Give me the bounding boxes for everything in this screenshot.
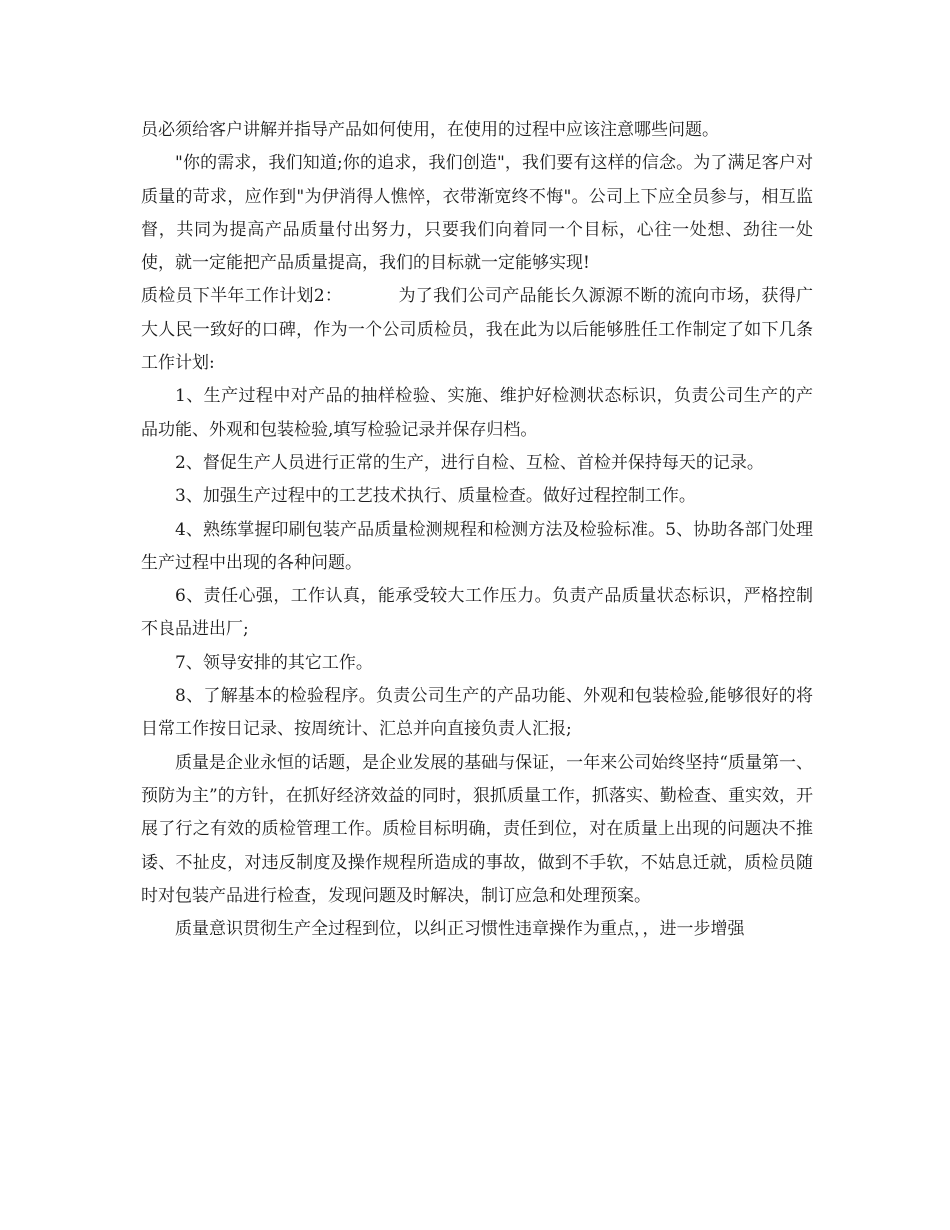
plan-item-1: 1、生产过程中对产品的抽样检验、实施、维护好检测状态标识，负责公司生产的产品功能、外观和包装检验,填写检验记录并保存归档。 (141, 386, 813, 440)
plan-item-7: 7、领导安排的其它工作。 (175, 652, 373, 673)
plan-item-6: 6、责任心强，工作认真，能承受较大工作压力。负责产品质量状态标识，严格控制不良品进出厂; (141, 586, 813, 640)
section-intro-text: 为了我们公司产品能长久源源不断的流向市场，获得广大人民一致好的口碑，作为一个公司质检员，我在此为以后能够胜任工作制定了如下几条工作计划: (141, 286, 813, 374)
section-heading: 质检员下半年工作计划2： (141, 286, 343, 307)
paragraph-continuation: 员必须给客户讲解并指导产品如何使用，在使用的过程中应该注意哪些问题。 (141, 120, 719, 140)
plan-item-8: 8、了解基本的检验程序。负责公司生产的产品功能、外观和包装检验,能够很好的将日常工作按日记录、按周统计、汇总并向直接负责人汇报; (141, 686, 813, 740)
document-body (141, 114, 813, 946)
paragraph-plan-intro (141, 280, 813, 380)
paragraph-quality-awareness: 质量意识贯彻生产全过程到位，以纠正习惯性违章操作为重点，，进一步增强 (175, 919, 745, 940)
paragraph-quality-management: 质量是企业永恒的话题，是企业发展的基础与保证，一年来公司始终坚持“质量第一、预防为主”的方针，在抓好经济效益的同时，狠抓质量工作，抓落实、勤检查、重实效，开展了行之有效的质检管理工作。质检目标明确，责任到位，对在质量上出现的问题决不推诿、不扯皮，对违反制度及操作规程所造成的事故，做到不手软，不姑息迁就，质检员随时对包装产品进行检查，发现问题及时解决，制订应急和处理预案。 (141, 752, 813, 906)
paragraph-belief: "你的需求，我们知道;你的追求，我们创造"，我们要有这样的信念。为了满足客户对质量的苛求，应作到"为伊消得人憔悴，衣带渐宽终不悔"。公司上下应全员参与，相互监督，共同为提高产品质量付出努力，只要我们向着同一个目标，心往一处想、劲往一处使，就一定能把产品质量提高，我们的目标就一定能够实现! (141, 153, 813, 274)
plan-item-4-5: 4、熟练掌握印刷包装产品质量检测规程和检测方法及检验标准。5、协助各部门处理生产过程中出现的各种问题。 (141, 519, 813, 573)
plan-item-2: 2、督促生产人员进行正常的生产，进行自检、互检、首检并保持每天的记录。 (175, 452, 764, 473)
plan-item-3: 3、加强生产过程中的工艺技术执行、质量检查。做好过程控制工作。 (175, 486, 696, 507)
